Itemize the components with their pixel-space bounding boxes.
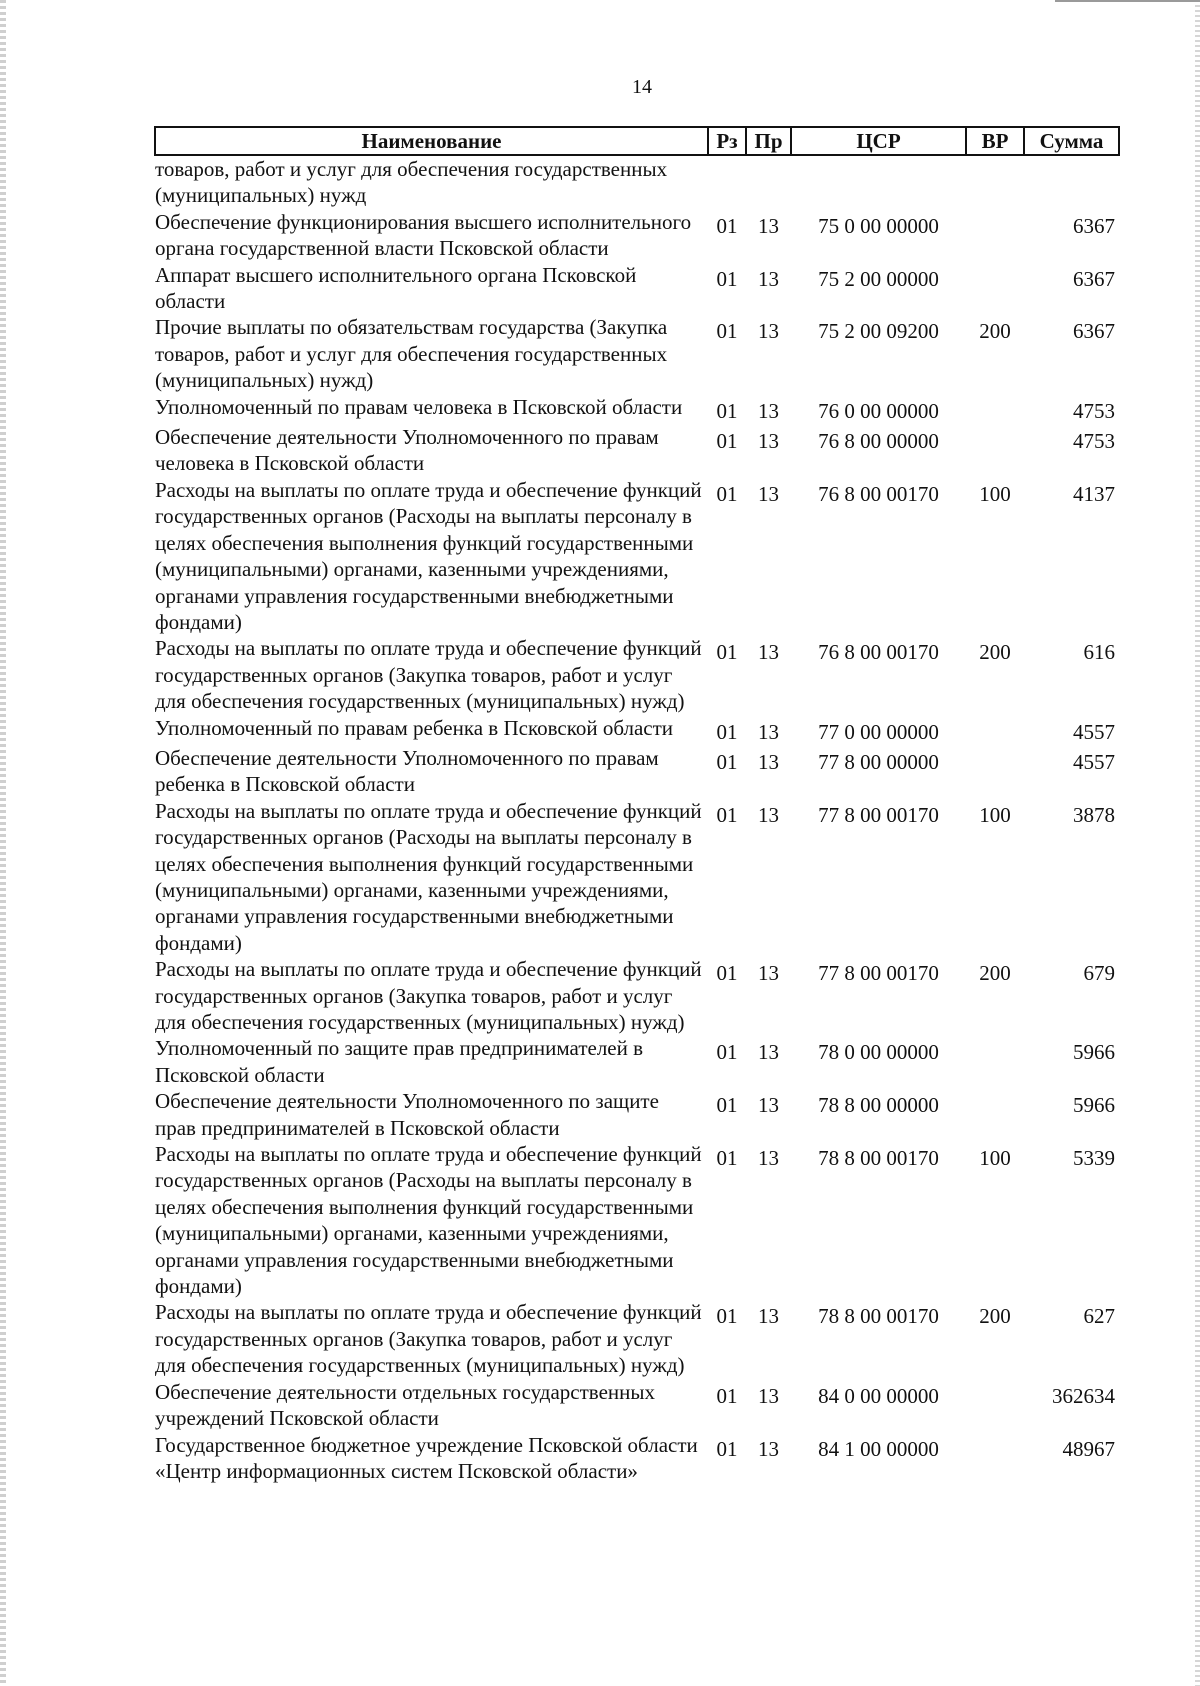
- cell-name: Расходы на выплаты по оплате труда и обеспечение функций государственных органов (Расходы на выплаты персоналу в целях обеспечения выполнения функций государственными (муниципальными) органами, казенными учреждениями, органами управления государственными внебюджетными фондами): [155, 477, 702, 634]
- scan-edge-left: [0, 0, 6, 1686]
- cell-pr: 13: [758, 398, 779, 423]
- table-row: [155, 262, 1119, 315]
- cell-csr: 77 8 00 00000: [818, 749, 939, 774]
- cell-pr: 13: [758, 429, 779, 454]
- cell-csr: 78 0 00 00000: [818, 1040, 939, 1065]
- cell-pr: 13: [758, 1093, 779, 1118]
- cell-name: Расходы на выплаты по оплате труда и обеспечение функций государственных органов (Закупка товаров, работ и услуг для обеспечения государственных (муниципальных) нужд): [155, 957, 702, 1034]
- cell-pr: 13: [758, 213, 779, 238]
- table-row: [155, 635, 1119, 714]
- cell-sum: 6367: [1073, 213, 1115, 238]
- cell-pr: 13: [758, 1146, 779, 1171]
- cell-pr: 13: [758, 640, 779, 665]
- cell-name: Расходы на выплаты по оплате труда и обеспечение функций государственных органов (Закупка товаров, работ и услуг для обеспечения государственных (муниципальных) нужд): [155, 636, 702, 714]
- cell-sum: 5966: [1073, 1040, 1115, 1065]
- cell-rz: 01: [716, 319, 738, 344]
- cell-vr: 200: [979, 1304, 1011, 1329]
- cell-vr: [966, 745, 1024, 798]
- cell-name: Уполномоченный по защите прав предпринимателей в Псковской области: [155, 1036, 644, 1087]
- cell-csr: 77 0 00 00000: [818, 719, 939, 744]
- budget-table: [154, 126, 1120, 1484]
- table-row: [155, 798, 1119, 956]
- table-row: [155, 715, 1119, 745]
- cell-pr: [746, 155, 791, 209]
- cell-rz: 01: [716, 1383, 738, 1408]
- cell-sum: 362634: [1052, 1383, 1115, 1408]
- cell-name: Расходы на выплаты по оплате труда и обеспечение функций государственных органов (Закупка товаров, работ и услуг для обеспечения государственных (муниципальных) нужд): [155, 1300, 702, 1378]
- cell-pr: 13: [758, 1304, 779, 1329]
- cell-rz: 01: [716, 213, 738, 238]
- cell-sum: 6367: [1073, 319, 1115, 344]
- cell-rz: 01: [716, 1304, 738, 1329]
- cell-pr: 13: [758, 319, 779, 344]
- cell-sum: [1024, 155, 1119, 209]
- cell-vr: 200: [979, 319, 1011, 344]
- cell-rz: 01: [716, 429, 738, 454]
- cell-csr: 77 8 00 00170: [818, 961, 939, 986]
- cell-csr: 76 8 00 00170: [818, 481, 939, 506]
- scan-edge-right: [1195, 0, 1200, 1686]
- cell-rz: 01: [716, 1146, 738, 1171]
- table-row: [155, 1088, 1119, 1141]
- cell-vr: 100: [979, 802, 1011, 827]
- cell-csr: 78 8 00 00170: [818, 1146, 939, 1171]
- table-row: [155, 209, 1119, 262]
- table-row: [155, 394, 1119, 424]
- cell-csr: 76 8 00 00000: [818, 429, 939, 454]
- table-row: [155, 314, 1119, 393]
- table-row: [155, 1379, 1119, 1432]
- cell-rz: 01: [716, 640, 738, 665]
- cell-vr: [966, 262, 1024, 315]
- cell-rz: 01: [716, 802, 738, 827]
- cell-vr: [966, 209, 1024, 262]
- page-number: 14: [632, 76, 652, 98]
- header-name: Наименование: [155, 127, 708, 155]
- cell-vr: [966, 1035, 1024, 1088]
- cell-rz: [708, 155, 746, 209]
- cell-pr: 13: [758, 719, 779, 744]
- cell-name: Уполномоченный по правам ребенка в Псковской области: [155, 715, 674, 740]
- cell-pr: 13: [758, 1436, 779, 1461]
- cell-rz: 01: [716, 398, 738, 423]
- cell-name: Аппарат высшего исполнительного органа Псковской области: [155, 262, 637, 314]
- header-row: [155, 127, 1119, 155]
- cell-name: товаров, работ и услуг для обеспечения государственных (муниципальных) нужд: [155, 157, 668, 208]
- cell-csr: 84 0 00 00000: [818, 1383, 939, 1408]
- cell-sum: 48967: [1062, 1436, 1115, 1461]
- cell-name: Расходы на выплаты по оплате труда и обеспечение функций государственных органов (Расходы на выплаты персоналу в целях обеспечения выполнения функций государственными (муниципальными) органами, казенными учреждениями, органами управления государственными внебюджетными фондами): [155, 798, 702, 955]
- cell-csr: 78 8 00 00000: [818, 1093, 939, 1118]
- cell-rz: 01: [716, 719, 738, 744]
- cell-sum: 616: [1083, 640, 1115, 665]
- cell-csr: 75 2 00 00000: [818, 266, 939, 291]
- cell-name: Обеспечение функционирования высшего исполнительного органа государственной власти Псковской области: [155, 209, 692, 261]
- cell-rz: 01: [716, 1093, 738, 1118]
- cell-sum: 679: [1083, 961, 1115, 986]
- cell-rz: 01: [716, 266, 738, 291]
- cell-sum: 4557: [1073, 749, 1115, 774]
- table-row: [155, 1141, 1119, 1299]
- cell-vr: 100: [979, 481, 1011, 506]
- cell-sum: 4753: [1073, 398, 1115, 423]
- cell-pr: 13: [758, 266, 779, 291]
- cell-rz: 01: [716, 961, 738, 986]
- table-row: [155, 424, 1119, 477]
- table-row: [155, 477, 1119, 635]
- cell-csr: 77 8 00 00170: [818, 802, 939, 827]
- cell-vr: [966, 1379, 1024, 1432]
- cell-pr: 13: [758, 749, 779, 774]
- cell-sum: 6367: [1073, 266, 1115, 291]
- cell-name: Государственное бюджетное учреждение Псковской области «Центр информационных систем Псковской области»: [155, 1432, 698, 1483]
- cell-sum: 627: [1083, 1304, 1115, 1329]
- cell-sum: 5966: [1073, 1093, 1115, 1118]
- cell-vr: 100: [979, 1146, 1011, 1171]
- table-row: [155, 1299, 1119, 1378]
- header-vr: ВР: [966, 127, 1024, 155]
- cell-sum: 3878: [1073, 802, 1115, 827]
- cell-name: Обеспечение деятельности Уполномоченного по правам ребенка в Псковской области: [155, 745, 659, 797]
- cell-csr: 76 0 00 00000: [818, 398, 939, 423]
- table-row: [155, 1035, 1119, 1088]
- cell-csr: 75 2 00 09200: [818, 319, 939, 344]
- cell-rz: 01: [716, 749, 738, 774]
- cell-rz: 01: [716, 1436, 738, 1461]
- cell-csr: 76 8 00 00170: [818, 640, 939, 665]
- scan-top-line: [1055, 0, 1200, 2]
- cell-pr: 13: [758, 1040, 779, 1065]
- cell-vr: 200: [979, 961, 1011, 986]
- cell-csr: 84 1 00 00000: [818, 1436, 939, 1461]
- cell-name: Обеспечение деятельности отдельных государственных учреждений Псковской области: [155, 1379, 655, 1431]
- cell-pr: 13: [758, 481, 779, 506]
- cell-name: Расходы на выплаты по оплате труда и обеспечение функций государственных органов (Расходы на выплаты персоналу в целях обеспечения выполнения функций государственными (муниципальными) органами, казенными учреждениями, органами управления государственными внебюджетными фондами): [155, 1142, 702, 1299]
- header-csr: ЦСР: [791, 127, 966, 155]
- cell-vr: [966, 715, 1024, 745]
- cell-csr: 78 8 00 00170: [818, 1304, 939, 1329]
- table-row: [155, 1432, 1119, 1485]
- table-row: [155, 155, 1119, 209]
- cell-sum: 5339: [1073, 1146, 1115, 1171]
- header-rz: Рз: [708, 127, 746, 155]
- cell-vr: [966, 1088, 1024, 1141]
- cell-vr: 200: [979, 640, 1011, 665]
- cell-rz: 01: [716, 481, 738, 506]
- table-body: [155, 155, 1119, 1484]
- cell-pr: 13: [758, 961, 779, 986]
- cell-sum: 4137: [1073, 481, 1115, 506]
- cell-csr: [791, 155, 966, 209]
- cell-vr: [966, 1432, 1024, 1485]
- cell-vr: [966, 155, 1024, 209]
- cell-rz: 01: [716, 1040, 738, 1065]
- cell-sum: 4753: [1073, 429, 1115, 454]
- cell-vr: [966, 424, 1024, 477]
- header-sum: Сумма: [1024, 127, 1119, 155]
- cell-pr: 13: [758, 802, 779, 827]
- header-pr: Пр: [746, 127, 791, 155]
- table-row: [155, 956, 1119, 1035]
- cell-name: Обеспечение деятельности Уполномоченного по защите прав предпринимателей в Псковской области: [155, 1089, 659, 1140]
- cell-pr: 13: [758, 1383, 779, 1408]
- cell-sum: 4557: [1073, 719, 1115, 744]
- table-header: [155, 127, 1119, 155]
- table-row: [155, 745, 1119, 798]
- cell-name: Обеспечение деятельности Уполномоченного по правам человека в Псковской области: [155, 425, 659, 476]
- cell-csr: 75 0 00 00000: [818, 213, 939, 238]
- cell-name: Уполномоченный по правам человека в Псковской области: [155, 394, 683, 419]
- cell-vr: [966, 394, 1024, 424]
- cell-name: Прочие выплаты по обязательствам государства (Закупка товаров, работ и услуг для обеспечения государственных (муниципальных) нужд): [155, 315, 668, 393]
